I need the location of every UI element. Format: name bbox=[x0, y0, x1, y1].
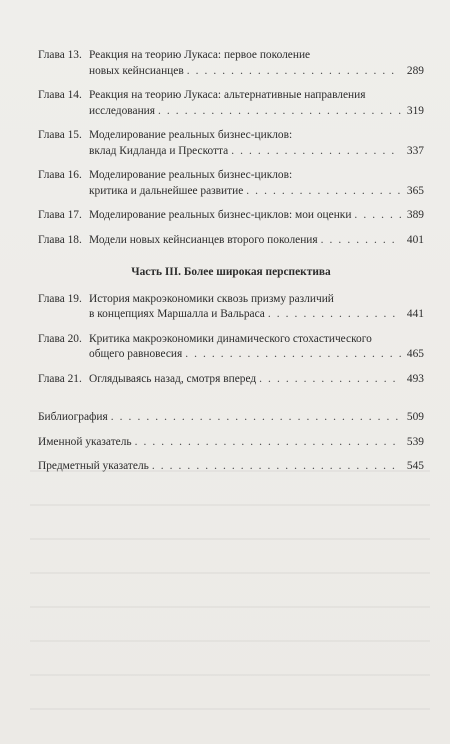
section-title: Библиография bbox=[38, 411, 108, 423]
dot-leader bbox=[185, 347, 401, 363]
chapter-title-line: История макроэкономики сквозь призму различий bbox=[89, 292, 334, 305]
page-number: 465 bbox=[406, 348, 424, 360]
chapter-title-line: Реакция на теорию Лукаса: первое поколение bbox=[89, 49, 311, 61]
chapter-number: Глава 20. bbox=[38, 332, 82, 345]
bleed-through-texture bbox=[30, 450, 430, 724]
page-number: 493 bbox=[406, 372, 424, 385]
toc-entry-bibliography[interactable] bbox=[38, 410, 424, 426]
toc-entry-subject-index[interactable] bbox=[38, 459, 424, 475]
chapter-title-line: Критика макроэкономики динамического стохастического bbox=[89, 332, 372, 345]
page-number: 289 bbox=[406, 64, 424, 77]
chapter-number: Глава 19. bbox=[38, 292, 82, 305]
chapter-title-line: критика и дальнейшее развитие bbox=[89, 184, 244, 197]
chapter-title-line: вклад Кидланда и Прескотта bbox=[89, 144, 229, 157]
dot-leader bbox=[354, 208, 401, 224]
toc-entry-ch19[interactable] bbox=[38, 292, 424, 323]
dot-leader bbox=[321, 233, 401, 249]
toc-entry-ch18[interactable] bbox=[38, 233, 424, 249]
part-heading[interactable]: Часть III. Более широкая перспектива bbox=[131, 266, 331, 278]
chapter-number: Глава 13. bbox=[38, 49, 82, 61]
section-title: Именной указатель bbox=[38, 435, 132, 448]
chapter-title-line: Реакция на теорию Лукаса: альтернативные направления bbox=[89, 89, 366, 101]
chapter-title-line: общего равновесия bbox=[89, 348, 183, 360]
page-number: 389 bbox=[406, 209, 424, 221]
toc-entry-ch20[interactable] bbox=[38, 332, 424, 363]
dot-leader bbox=[268, 307, 401, 323]
page-number: 337 bbox=[406, 144, 424, 157]
chapter-number: Глава 17. bbox=[38, 209, 82, 221]
dot-leader bbox=[259, 372, 401, 388]
chapter-title-line: Моделирование реальных бизнес-циклов: bbox=[89, 169, 293, 181]
page-number: 509 bbox=[406, 411, 424, 423]
page-number: 401 bbox=[406, 233, 424, 246]
chapter-title-line: Моделирование реальных бизнес-циклов: мои оценки bbox=[89, 209, 352, 221]
dot-leader bbox=[111, 410, 401, 426]
chapter-number: Глава 16. bbox=[38, 169, 82, 181]
chapter-number: Глава 21. bbox=[38, 372, 82, 385]
chapter-title-line: в концепциях Маршалла и Вальраса bbox=[89, 308, 265, 320]
toc-entry-ch17[interactable] bbox=[38, 208, 424, 224]
toc-entry-name-index[interactable] bbox=[38, 435, 424, 451]
chapter-title-line: Модели новых кейнсианцев второго поколения bbox=[89, 233, 318, 246]
chapter-title-line: исследования bbox=[89, 104, 156, 117]
chapter-number: Глава 15. bbox=[38, 129, 82, 141]
section-gap bbox=[38, 396, 424, 410]
page-number: 441 bbox=[406, 308, 424, 320]
page-number: 319 bbox=[406, 104, 424, 117]
page-number: 545 bbox=[406, 460, 424, 472]
dot-leader bbox=[152, 459, 401, 475]
toc-entry-ch16[interactable] bbox=[38, 168, 424, 199]
section-title: Предметный указатель bbox=[38, 460, 149, 472]
dot-leader bbox=[231, 144, 401, 160]
dot-leader bbox=[246, 184, 401, 200]
page-number: 365 bbox=[406, 184, 424, 197]
dot-leader bbox=[135, 435, 401, 451]
chapter-title-line: Моделирование реальных бизнес-циклов: bbox=[89, 129, 293, 141]
toc-entry-ch13[interactable] bbox=[38, 48, 424, 79]
table-of-contents bbox=[38, 48, 424, 484]
dot-leader bbox=[187, 64, 401, 80]
chapter-title-line: Оглядываясь назад, смотря вперед bbox=[89, 372, 257, 385]
page-number: 539 bbox=[406, 435, 424, 448]
toc-entry-ch21[interactable] bbox=[38, 372, 424, 388]
chapter-number: Глава 14. bbox=[38, 89, 82, 101]
chapter-title-line: новых кейнсианцев bbox=[89, 64, 184, 77]
dot-leader bbox=[158, 104, 401, 120]
toc-entry-ch15[interactable] bbox=[38, 128, 424, 159]
chapter-number: Глава 18. bbox=[38, 233, 82, 246]
toc-entry-ch14[interactable] bbox=[38, 88, 424, 119]
